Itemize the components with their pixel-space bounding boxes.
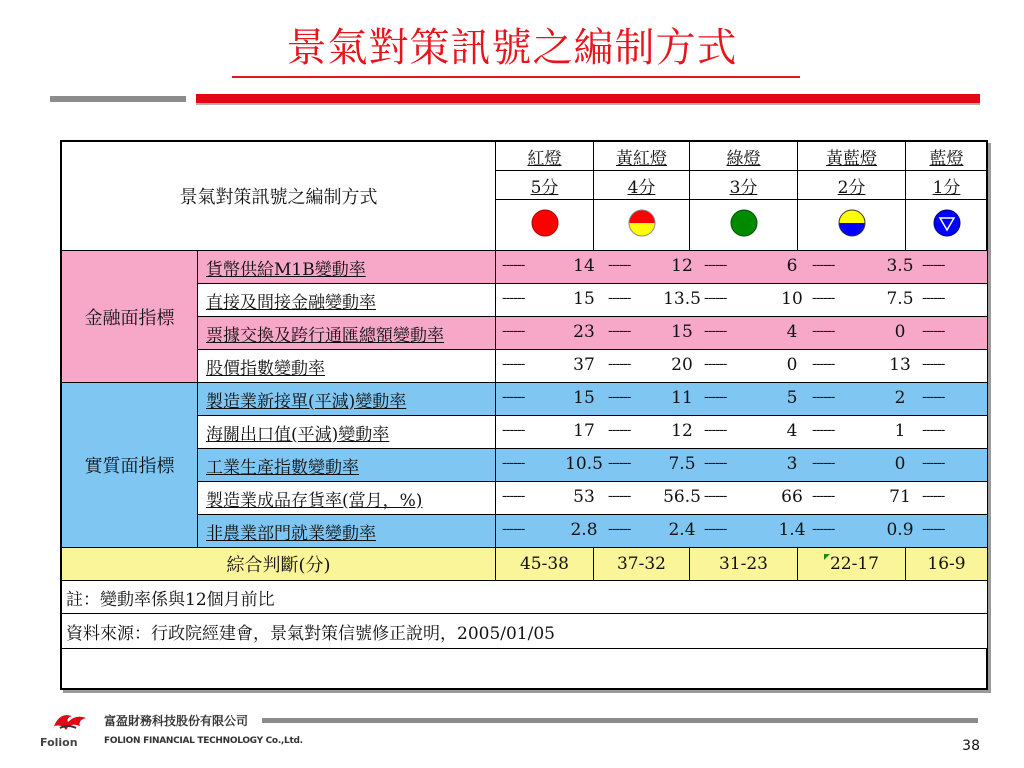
threshold-value: 4 xyxy=(786,322,798,342)
threshold-values xyxy=(496,284,988,317)
lamp-name: 黃藍燈 xyxy=(798,142,906,171)
dash-separator: ------ xyxy=(704,257,727,273)
threshold-value: 23 xyxy=(573,322,595,342)
dash-separator: ------ xyxy=(812,488,835,504)
signal-table xyxy=(61,141,988,649)
dash-separator: ------ xyxy=(608,356,631,372)
value-strip xyxy=(496,317,987,349)
threshold-value: 53 xyxy=(573,487,595,507)
dash-separator: ------ xyxy=(608,389,631,405)
threshold-values xyxy=(496,482,988,515)
lamp-name: 綠燈 xyxy=(690,142,798,171)
threshold-value: 66 xyxy=(781,487,803,507)
dash-separator: ------ xyxy=(608,290,631,306)
threshold-values xyxy=(496,251,988,284)
threshold-value: 4 xyxy=(786,421,798,441)
dash-separator: ------ xyxy=(502,389,525,405)
summary-value: 16-9 xyxy=(906,548,988,581)
threshold-value: 6 xyxy=(786,256,798,276)
summary-value: 31-23 xyxy=(690,548,798,581)
lamp-score: 4分 xyxy=(594,171,690,200)
threshold-value: 20 xyxy=(671,355,693,375)
summary-label: 綜合判斷(分) xyxy=(62,548,496,581)
company-name-zh: 富盈財務科技股份有限公司 xyxy=(104,714,249,728)
dash-separator: ------ xyxy=(922,455,945,471)
indicator-name: 股價指數變動率 xyxy=(198,350,496,383)
threshold-value: 1.4 xyxy=(778,520,806,540)
red-light-icon xyxy=(530,208,560,238)
summary-value: 45-38 xyxy=(496,548,594,581)
category-real: 實質面指標 xyxy=(62,383,198,548)
lamp-icon-cell xyxy=(798,200,906,251)
lamp-name: 黃紅燈 xyxy=(594,142,690,171)
dash-separator: ------ xyxy=(502,257,525,273)
indicator-name: 工業生產指數變動率 xyxy=(198,449,496,482)
dash-separator: ------ xyxy=(704,455,727,471)
category-financial: 金融面指標 xyxy=(62,251,198,383)
dash-separator: ------ xyxy=(812,290,835,306)
indicator-name: 直接及間接金融變動率 xyxy=(198,284,496,317)
lamp-icon-cell xyxy=(496,200,594,251)
summary-value: 37-32 xyxy=(594,548,690,581)
dash-separator: ------ xyxy=(812,389,835,405)
lamp-icon-cell xyxy=(594,200,690,251)
indicator-name: 票據交換及跨行通匯總額變動率 xyxy=(198,317,496,350)
dash-separator: ------ xyxy=(704,356,727,372)
threshold-values xyxy=(496,317,988,350)
slide-title: 景氣對策訊號之編制方式 xyxy=(286,25,738,71)
footer-rule xyxy=(262,718,978,723)
dash-separator: ------ xyxy=(812,257,835,273)
value-strip xyxy=(496,482,987,514)
dash-separator: ------ xyxy=(608,455,631,471)
threshold-value: 2.4 xyxy=(668,520,696,540)
threshold-value: 15 xyxy=(573,388,595,408)
dash-separator: ------ xyxy=(704,488,727,504)
threshold-value: 3.5 xyxy=(886,256,914,276)
lamp-name: 藍燈 xyxy=(906,142,988,171)
green-light-icon xyxy=(729,208,759,238)
dash-separator: ------ xyxy=(608,323,631,339)
dash-separator: ------ xyxy=(922,389,945,405)
value-strip xyxy=(496,416,987,448)
dash-separator: ------ xyxy=(812,323,835,339)
page-number: 38 xyxy=(962,738,980,754)
threshold-value: 1 xyxy=(894,421,906,441)
dash-separator: ------ xyxy=(704,290,727,306)
dash-separator: ------ xyxy=(502,323,525,339)
dash-separator: ------ xyxy=(812,521,835,537)
threshold-value: 13 xyxy=(889,355,911,375)
dash-separator: ------ xyxy=(922,521,945,537)
dash-separator: ------ xyxy=(608,521,631,537)
company-name-en: FOLION FINANCIAL TECHNOLOGY Co.,Ltd. xyxy=(104,736,303,746)
value-strip xyxy=(496,515,987,547)
threshold-value: 3 xyxy=(786,454,798,474)
threshold-values xyxy=(496,350,988,383)
threshold-value: 5 xyxy=(786,388,798,408)
dash-separator: ------ xyxy=(502,356,525,372)
value-strip xyxy=(496,383,987,415)
threshold-value: 15 xyxy=(573,289,595,309)
indicator-name: 製造業成品存貨率(當月，%) xyxy=(198,482,496,515)
threshold-value: 13.5 xyxy=(663,289,701,309)
dash-separator: ------ xyxy=(704,422,727,438)
threshold-value: 11 xyxy=(671,388,693,408)
threshold-value: 12 xyxy=(671,256,693,276)
table-source: 資料來源：行政院經建會，景氣對策信號修正說明，2005/01/05 xyxy=(62,614,988,649)
dash-separator: ------ xyxy=(812,356,835,372)
table-header-title: 景氣對策訊號之編制方式 xyxy=(62,142,496,251)
dash-separator: ------ xyxy=(502,521,525,537)
dash-separator: ------ xyxy=(812,422,835,438)
blue-light-icon xyxy=(932,208,962,238)
threshold-value: 2 xyxy=(894,388,906,408)
dash-separator: ------ xyxy=(608,488,631,504)
dash-separator: ------ xyxy=(922,257,945,273)
decor-bar-gray xyxy=(50,96,186,102)
decor-bar-shadow xyxy=(196,103,980,105)
threshold-value: 7.5 xyxy=(668,454,696,474)
table-note: 註：變動率係與12個月前比 xyxy=(62,581,988,614)
dash-separator: ------ xyxy=(608,257,631,273)
lamp-icon-cell xyxy=(906,200,988,251)
threshold-value: 0 xyxy=(786,355,798,375)
lamp-score: 1分 xyxy=(906,171,988,200)
indicator-name: 海關出口值(平減)變動率 xyxy=(198,416,496,449)
threshold-value: 0 xyxy=(894,322,906,342)
value-strip xyxy=(496,284,987,316)
threshold-value: 71 xyxy=(889,487,911,507)
threshold-value: 10 xyxy=(781,289,803,309)
dash-separator: ------ xyxy=(502,422,525,438)
lamp-score: 2分 xyxy=(798,171,906,200)
threshold-values xyxy=(496,416,988,449)
indicator-name: 貨幣供給M1B變動率 xyxy=(198,251,496,284)
threshold-value: 56.5 xyxy=(663,487,701,507)
threshold-value: 37 xyxy=(573,355,595,375)
threshold-value: 14 xyxy=(573,256,595,276)
value-strip xyxy=(496,350,987,382)
yellow-red-light-icon xyxy=(627,208,657,238)
dash-separator: ------ xyxy=(704,323,727,339)
dash-separator: ------ xyxy=(608,422,631,438)
threshold-values xyxy=(496,449,988,482)
threshold-value: 2.8 xyxy=(570,520,598,540)
lamp-name: 紅燈 xyxy=(496,142,594,171)
value-strip xyxy=(496,251,987,283)
dash-separator: ------ xyxy=(922,356,945,372)
summary-value: 22-17 xyxy=(798,548,906,581)
threshold-value: 10.5 xyxy=(565,454,603,474)
threshold-values xyxy=(496,515,988,548)
threshold-value: 15 xyxy=(671,322,693,342)
value-strip xyxy=(496,449,987,481)
threshold-value: 7.5 xyxy=(886,289,914,309)
threshold-value: 12 xyxy=(671,421,693,441)
decor-bar-red xyxy=(196,94,980,103)
dash-separator: ------ xyxy=(922,323,945,339)
threshold-value: 0 xyxy=(894,454,906,474)
dash-separator: ------ xyxy=(922,422,945,438)
threshold-value: 0.9 xyxy=(886,520,914,540)
dash-separator: ------ xyxy=(502,455,525,471)
dash-separator: ------ xyxy=(704,389,727,405)
dash-separator: ------ xyxy=(502,290,525,306)
dash-separator: ------ xyxy=(922,488,945,504)
lamp-icon-cell xyxy=(690,200,798,251)
dash-separator: ------ xyxy=(922,290,945,306)
lamp-score: 5分 xyxy=(496,171,594,200)
threshold-value: 17 xyxy=(573,421,595,441)
dash-separator: ------ xyxy=(502,488,525,504)
indicator-name: 非農業部門就業變動率 xyxy=(198,515,496,548)
dash-separator: ------ xyxy=(704,521,727,537)
indicator-name: 製造業新接單(平減)變動率 xyxy=(198,383,496,416)
yellow-blue-light-icon xyxy=(837,208,867,238)
brand-name: Folion xyxy=(40,736,78,749)
threshold-values xyxy=(496,383,988,416)
title-underline xyxy=(232,76,800,78)
lamp-score: 3分 xyxy=(690,171,798,200)
dash-separator: ------ xyxy=(812,455,835,471)
